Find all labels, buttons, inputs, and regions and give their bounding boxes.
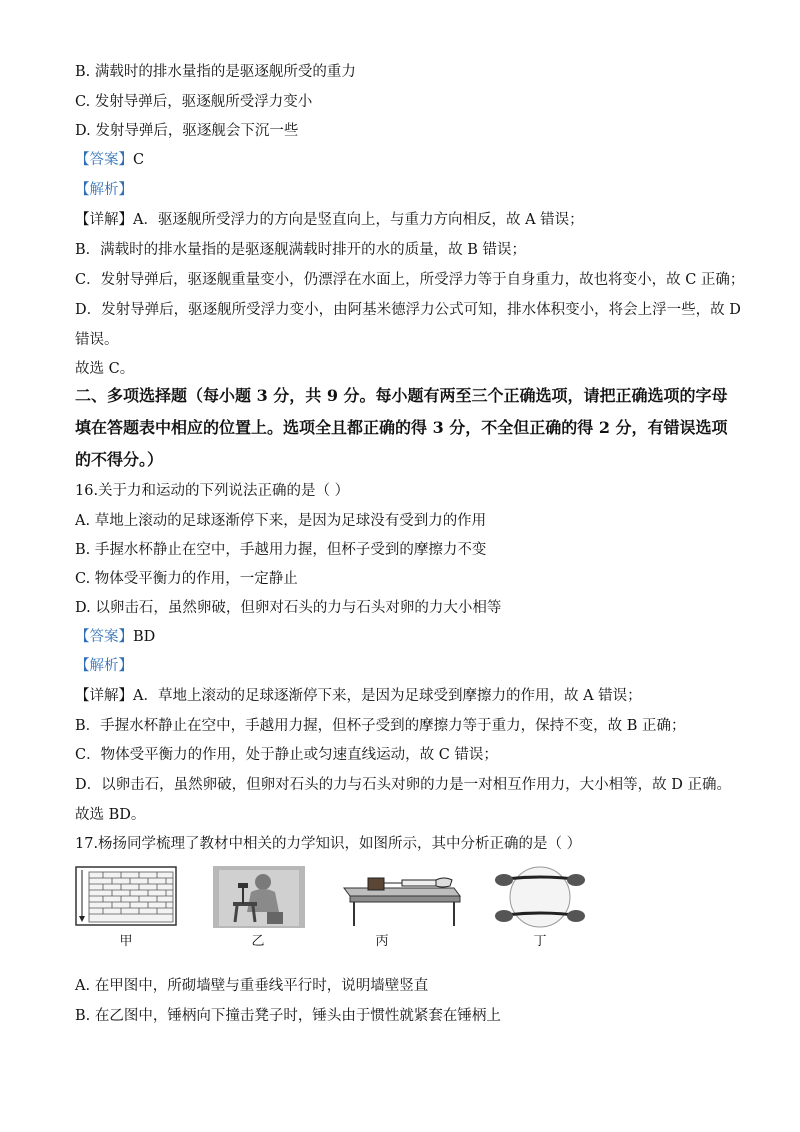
q16-option-c: C. 物体受平衡力的作用，一定静止 bbox=[75, 571, 298, 587]
q16-detail-d: D．以卵击石，虽然卵破，但卵对石头的力与石头对卵的力是一对相互作用力，大小相等，故 D 正确。 bbox=[75, 777, 731, 793]
figure-hands-stick bbox=[490, 866, 590, 928]
q15-detail-a: 【详解】A．驱逐舰所受浮力的方向是竖直向上，与重力方向相反，故 A 错误； bbox=[75, 212, 584, 228]
q16-conclusion: 故选 BD。 bbox=[75, 807, 146, 823]
q15-option-d: D. 发射导弹后，驱逐舰会下沉一些 bbox=[75, 123, 299, 139]
q15-answer bbox=[75, 150, 144, 170]
answer-value: C bbox=[133, 152, 145, 168]
q16-analysis-label: 【解析】 bbox=[75, 658, 133, 674]
q15-conclusion: 故选 C。 bbox=[75, 361, 135, 377]
q16-answer bbox=[75, 627, 155, 647]
section2-heading-1: 二、多项选择题（每小题 3 分，共 9 分。每小题有两至三个正确选项，请把正确选项的字母 bbox=[75, 386, 728, 405]
q15-detail-c: C．发射导弹后，驱逐舰重量变小，仍漂浮在水面上，所受浮力等于自身重力，故也将变小，故 C 正确； bbox=[75, 272, 745, 288]
answer-label: 【答案】 bbox=[75, 152, 133, 168]
section2-heading-3: 的不得分。） bbox=[75, 450, 164, 469]
q16-option-a: A. 草地上滚动的足球逐渐停下来，是因为足球没有受到力的作用 bbox=[75, 513, 487, 529]
q15-detail-b: B．满载时的排水量指的是驱逐舰满载时排开的水的质量，故 B 错误； bbox=[75, 242, 527, 258]
q17-stem: 17.杨扬同学梳理了教材中相关的力学知识，如图所示，其中分析正确的是（ ） bbox=[75, 836, 582, 852]
figure-caption-jia: 甲 bbox=[119, 934, 133, 949]
q17-option-a: A. 在甲图中，所砌墙壁与重垂线平行时，说明墙壁竖直 bbox=[75, 978, 429, 994]
figure-block-on-table bbox=[340, 866, 462, 928]
answer-value: BD bbox=[133, 629, 156, 645]
q16-detail-a: 【详解】A．草地上滚动的足球逐渐停下来，是因为足球受到摩擦力的作用，故 A 错误； bbox=[75, 688, 642, 704]
q15-detail-d2: 错误。 bbox=[75, 332, 119, 348]
q15-detail-d1: D．发射导弹后，驱逐舰所受浮力变小，由阿基米德浮力公式可知，排水体积变小，将会上浮一些，故 D bbox=[75, 302, 741, 318]
q16-option-b: B. 手握水杯静止在空中，手越用力握，但杯子受到的摩擦力不变 bbox=[75, 542, 487, 558]
figure-hammer-stool bbox=[213, 866, 305, 928]
q16-stem: 16.关于力和运动的下列说法正确的是（ ） bbox=[75, 483, 350, 499]
figure-caption-yi: 乙 bbox=[251, 934, 265, 949]
figure-caption-ding: 丁 bbox=[533, 934, 547, 949]
figure-brick-wall-plumb-line bbox=[75, 866, 177, 926]
q16-detail-c: C．物体受平衡力的作用，处于静止或匀速直线运动，故 C 错误； bbox=[75, 747, 498, 763]
q16-detail-b: B．手握水杯静止在空中，手越用力握，但杯子受到的摩擦力等于重力，保持不变，故 B 正确； bbox=[75, 718, 686, 734]
answer-label: 【答案】 bbox=[75, 629, 133, 645]
q15-option-b: B. 满载时的排水量指的是驱逐舰所受的重力 bbox=[75, 64, 356, 80]
q16-option-d: D. 以卵击石，虽然卵破，但卵对石头的力与石头对卵的力大小相等 bbox=[75, 600, 502, 616]
q17-option-b: B. 在乙图中，锤柄向下撞击凳子时，锤头由于惯性就紧套在锤柄上 bbox=[75, 1008, 501, 1024]
section2-heading-2: 填在答题表中相应的位置上。选项全且都正确的得 3 分，不全但正确的得 2 分，有错误选项 bbox=[75, 418, 728, 437]
q15-analysis-label: 【解析】 bbox=[75, 182, 133, 198]
q15-option-c: C. 发射导弹后，驱逐舰所受浮力变小 bbox=[75, 94, 313, 110]
figure-caption-bing: 丙 bbox=[375, 934, 389, 949]
